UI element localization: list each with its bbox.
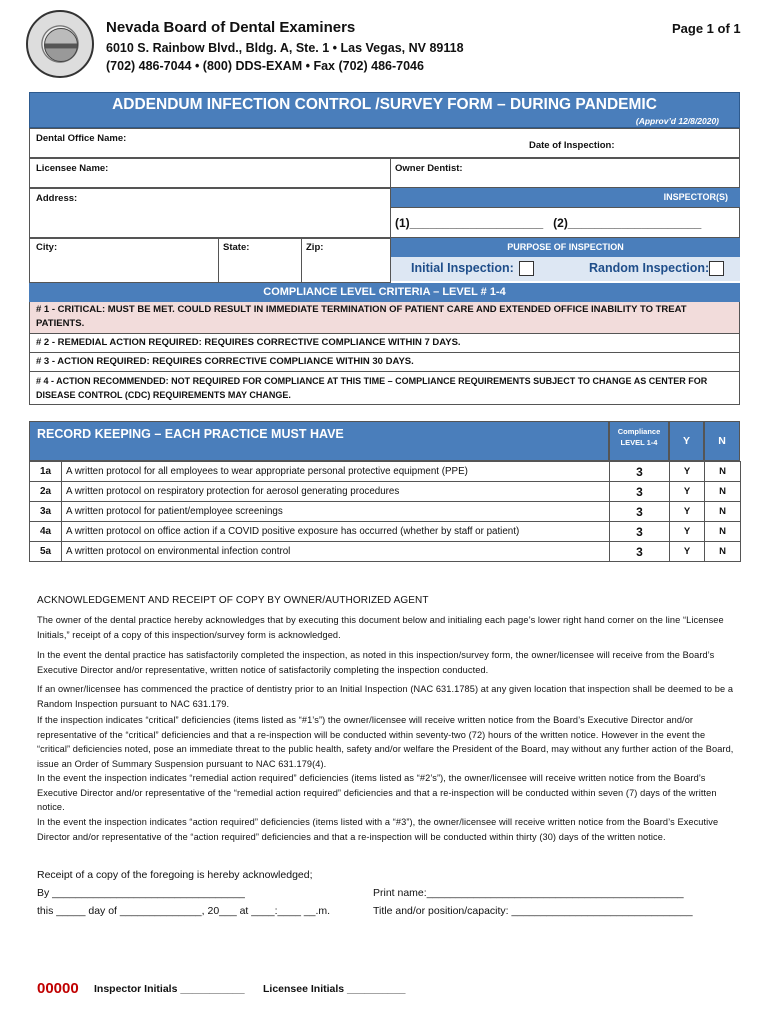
random-inspection-checkbox[interactable]: [709, 261, 724, 276]
address-field[interactable]: Address:: [29, 188, 391, 238]
title-line[interactable]: Title and/or position/capacity: _______________________________: [373, 905, 693, 917]
receipt-statement: Receipt of a copy of the foregoing is hereby acknowledged;: [37, 869, 313, 881]
purpose-options: [391, 257, 740, 281]
initial-inspection-label: Initial Inspection:: [411, 261, 514, 275]
yes-option[interactable]: Y: [670, 482, 705, 502]
org-phone: (702) 486-7044 • (800) DDS-EXAM • Fax (702) 486-7046: [106, 59, 424, 73]
purpose-header: PURPOSE OF INSPECTION: [391, 238, 740, 257]
criteria-level-4: # 4 - ACTION RECOMMENDED: NOT REQUIRED FOR COMPLIANCE AT THIS TIME – COMPLIANCE REQUIREMENTS SUBJECT TO CHANGE AS CENTER FOR DISEASE CONTROL (CDC) REQUIREMENTS MAY CHANGE.: [29, 372, 740, 405]
no-option[interactable]: N: [705, 482, 741, 502]
no-option[interactable]: N: [705, 502, 741, 522]
inspectors-header: INSPECTOR(S): [391, 188, 740, 207]
n-header: N: [704, 421, 740, 461]
owner-dentist-field[interactable]: Owner Dentist:: [390, 158, 740, 188]
inspector-names-field[interactable]: (1)____________________ (2)____________________: [390, 207, 740, 238]
table-row: 1a A written protocol for all employees to wear appropriate personal protective equipment (PPE) 3 Y N: [30, 462, 741, 482]
inspector-initials-line[interactable]: Inspector Initials ___________: [94, 983, 245, 995]
ack-paragraph: The owner of the dental practice hereby acknowledges that by executing this document below and initialing each page’s lower right hand corner on the line “Licensee Initials,” receipt of a copy of this inspection/survey form is acknowledged.: [37, 615, 724, 640]
form-title: ADDENDUM INFECTION CONTROL /SURVEY FORM – DURING PANDEMIC: [112, 96, 657, 113]
licensee-name-field[interactable]: Licensee Name:: [29, 158, 391, 188]
page-number: Page 1 of 1: [672, 21, 741, 36]
state-field[interactable]: State:: [218, 238, 302, 283]
table-row: 4a A written protocol on office action if a COVID positive exposure has occurred (whether by staff or patient) 3 Y N: [30, 522, 741, 542]
no-option[interactable]: N: [705, 522, 741, 542]
criteria-level-1: # 1 - CRITICAL: MUST BE MET. COULD RESULT IN IMMEDIATE TERMINATION OF PATIENT CARE AND EXTENDED OFFICE INABILITY TO TREAT PATIENTS.: [29, 302, 740, 334]
ack-paragraph: In the event the dental practice has satisfactorily completed the inspection, as noted in this inspection/survey form, the owner/licensee will receive from the Board’s Executive Director and/or representative, written notice of satisfactorily completing the inspection conducted.: [37, 650, 715, 675]
no-option[interactable]: N: [705, 462, 741, 482]
date-of-inspection-field[interactable]: Date of Inspection:: [529, 140, 615, 151]
yes-option[interactable]: Y: [670, 522, 705, 542]
ack-paragraph: In the event the inspection indicates “remedial action required” deficiencies (items listed as “#2’s”), the owner/licensee will receive written notice from the Board’s Executive Director and/or representative of the “remedial action required” deficiencies and that a re-inspection will be conducted within seven (7) days of the written notice.: [37, 773, 717, 812]
form-number: 00000: [37, 980, 79, 997]
office-name-field[interactable]: Dental Office Name:: [29, 128, 740, 158]
compliance-level-header: Compliance LEVEL 1-4: [609, 421, 669, 461]
table-row: 3a A written protocol for patient/employee screenings 3 Y N: [30, 502, 741, 522]
by-signature-line[interactable]: By _________________________________: [37, 887, 245, 899]
approved-date: (Approv’d 12/8/2020): [635, 116, 719, 126]
random-inspection-label: Random Inspection:: [589, 261, 710, 275]
table-row: 5a A written protocol on environmental infection control 3 Y N: [30, 542, 741, 562]
criteria-header: COMPLIANCE LEVEL CRITERIA – LEVEL # 1-4: [29, 283, 740, 302]
licensee-initials-line[interactable]: Licensee Initials __________: [263, 983, 406, 995]
initial-inspection-checkbox[interactable]: [519, 261, 534, 276]
date-line[interactable]: this _____ day of ______________, 20___ at ____:____ __.m.: [37, 905, 331, 917]
yes-option[interactable]: Y: [670, 542, 705, 562]
print-name-line[interactable]: Print name:____________________________________________: [373, 887, 684, 899]
state-seal-icon: [26, 10, 94, 78]
criteria-level-3: # 3 - ACTION REQUIRED: REQUIRES CORRECTIVE COMPLIANCE WITHIN 30 DAYS.: [29, 353, 740, 372]
yes-option[interactable]: Y: [670, 462, 705, 482]
ack-paragraph: If the inspection indicates “critical” deficiencies (items listed as “#1’s”) the owner/licensee will receive written notice from the Board’s Executive Director and/or representative of the “critical” deficiencies and that a re-inspection will be conducted within seventy-two (72) hours of the written notice. However in the event the “critical” deficiencies noted, pose an immediate threat to the public health, safety and/or welfare the President of the Board, may without any further action of the Board, issue an Order of Summary Suspension pursuant to NAC 631.179(4).: [37, 715, 734, 769]
form-title-banner: [29, 92, 740, 128]
y-header: Y: [669, 421, 704, 461]
ack-paragraph: If an owner/licensee has commenced the practice of dentistry prior to an Initial Inspection (NAC 631.1785) at any given location that inspection shall be deemed to be a Random Inspection pursuant to NAC 631.179.: [37, 684, 734, 709]
record-keeping-table: [29, 461, 741, 562]
org-address: 6010 S. Rainbow Blvd., Bldg. A, Ste. 1 • Las Vegas, NV 89118: [106, 41, 464, 55]
yes-option[interactable]: Y: [670, 502, 705, 522]
criteria-level-2: # 2 - REMEDIAL ACTION REQUIRED: REQUIRES CORRECTIVE COMPLIANCE WITHIN 7 DAYS.: [29, 334, 740, 353]
table-row: 2a A written protocol on respiratory protection for aerosol generating procedures 3 Y N: [30, 482, 741, 502]
city-field[interactable]: City:: [29, 238, 219, 283]
ack-title: ACKNOWLEDGEMENT AND RECEIPT OF COPY BY OWNER/AUTHORIZED AGENT: [37, 595, 429, 606]
record-keeping-header: [29, 421, 740, 461]
zip-field[interactable]: Zip:: [301, 238, 391, 283]
org-name: Nevada Board of Dental Examiners: [106, 19, 356, 36]
no-option[interactable]: N: [705, 542, 741, 562]
record-keeping-title: RECORD KEEPING – EACH PRACTICE MUST HAVE: [37, 427, 344, 441]
ack-paragraph: In the event the inspection indicates “action required” deficiencies (items listed with a “#3”), the owner/licensee will receive written notice from the Board’s Executive Director and/or representative of the “action required” deficiencies and that a re-inspection will be conducted within thirty (30) days of the written notice.: [37, 817, 719, 842]
